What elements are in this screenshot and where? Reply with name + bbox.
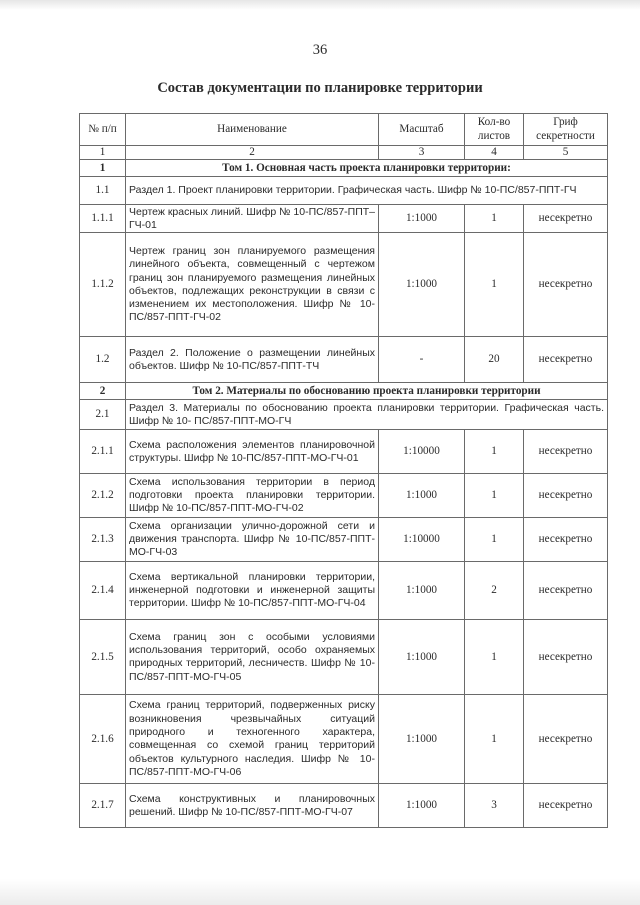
row-scale: 1:1000	[379, 233, 465, 337]
row-name: Схема границ зон с особыми условиями использования территорий, особо охраняемых природных территорий, лесничеств. Шифр № 10-ПС/857-ППТ-МО-ГЧ-05	[126, 620, 379, 695]
row-secrecy: несекретно	[524, 620, 608, 695]
row-name: Схема конструктивных и планировочных решений. Шифр № 10-ПС/857-ППТ-МО-ГЧ-07	[126, 784, 379, 828]
header-name: Наименование	[126, 114, 379, 146]
documentation-table	[79, 113, 608, 828]
row-num: 1.2	[80, 337, 126, 383]
column-number: 5	[524, 146, 608, 160]
row-num: 2.1.6	[80, 695, 126, 784]
row-name: Схема границ территорий, подверженных риску возникновения чрезвычайных ситуаций природного и техногенного характера, совмещенная со схемой границ территорий объектов культурного наследия. Шифр № 10-ПС/857-ППТ-МО-ГЧ-06	[126, 695, 379, 784]
table-row	[80, 233, 608, 337]
row-num: 2.1.7	[80, 784, 126, 828]
row-sheets: 1	[465, 620, 524, 695]
row-scale: -	[379, 337, 465, 383]
table-row	[80, 620, 608, 695]
row-scale: 1:1000	[379, 695, 465, 784]
table-row	[80, 474, 608, 518]
row-num: 2.1.1	[80, 430, 126, 474]
table-row	[80, 430, 608, 474]
row-scale: 1:1000	[379, 474, 465, 518]
row-scale: 1:10000	[379, 518, 465, 562]
row-scale: 1:1000	[379, 620, 465, 695]
row-name: Раздел 2. Положение о размещении линейных объектов. Шифр № 10-ПС/857-ППТ-ТЧ	[126, 337, 379, 383]
row-scale: 1:1000	[379, 784, 465, 828]
section-title: Том 1. Основная часть проекта планировки территории:	[126, 160, 608, 177]
table-row	[80, 518, 608, 562]
row-secrecy: несекретно	[524, 430, 608, 474]
row-scale: 1:10000	[379, 430, 465, 474]
table-row	[80, 205, 608, 233]
row-name: Чертеж границ зон планируемого размещения линейного объекта, совмещенный с чертежом границ зон планируемого размещения линейных объектов, подлежащих реконструкции в связи с изменением их местоположения. Шифр № 10-ПС/857-ППТ-ГЧ-02	[126, 233, 379, 337]
header-scale: Масштаб	[379, 114, 465, 146]
row-sheets: 2	[465, 562, 524, 620]
row-sheets: 1	[465, 518, 524, 562]
row-secrecy: несекретно	[524, 233, 608, 337]
scan-top-edge	[0, 0, 640, 10]
row-num: 1.1.1	[80, 205, 126, 233]
row-sheets: 1	[465, 430, 524, 474]
row-num: 2.1.2	[80, 474, 126, 518]
row-name: Чертеж красных линий. Шифр № 10-ПС/857-ППТ–ГЧ-01	[126, 205, 379, 233]
row-sheets: 1	[465, 695, 524, 784]
table-row	[80, 400, 608, 430]
row-num: 2.1	[80, 400, 126, 430]
row-sheets: 1	[465, 474, 524, 518]
table-row	[80, 337, 608, 383]
section-row	[80, 160, 608, 177]
table-row	[80, 177, 608, 205]
section-num: 1	[80, 160, 126, 177]
row-num: 2.1.4	[80, 562, 126, 620]
row-name: Схема вертикальной планировки территории, инженерной подготовки и инженерной защиты территории. Шифр № 10-ПС/857-ППТ-МО-ГЧ-04	[126, 562, 379, 620]
column-number: 2	[126, 146, 379, 160]
document-title: Состав документации по планировке территории	[157, 80, 483, 96]
row-num: 2.1.3	[80, 518, 126, 562]
section-num: 2	[80, 383, 126, 400]
column-number: 3	[379, 146, 465, 160]
row-num: 1.1	[80, 177, 126, 205]
row-sheets: 1	[465, 233, 524, 337]
header-num: № п/п	[80, 114, 126, 146]
header-row	[80, 114, 608, 146]
row-scale: 1:1000	[379, 205, 465, 233]
row-sheets: 3	[465, 784, 524, 828]
row-secrecy: несекретно	[524, 695, 608, 784]
page-number: 36	[312, 42, 328, 58]
row-num: 1.1.2	[80, 233, 126, 337]
row-name: Раздел 1. Проект планировки территории. Графическая часть. Шифр № 10-ПС/857-ППТ-ГЧ	[126, 177, 608, 205]
row-name: Раздел 3. Материалы по обоснованию проекта планировки территории. Графическая часть. Шифр № 10- ПС/857-ППТ-МО-ГЧ	[126, 400, 608, 430]
column-number: 1	[80, 146, 126, 160]
row-secrecy: несекретно	[524, 562, 608, 620]
header-sheets: Кол-во листов	[465, 114, 524, 146]
row-secrecy: несекретно	[524, 518, 608, 562]
table-row	[80, 695, 608, 784]
table-row	[80, 784, 608, 828]
table-row	[80, 562, 608, 620]
row-secrecy: несекретно	[524, 784, 608, 828]
row-secrecy: несекретно	[524, 337, 608, 383]
scan-bottom-edge	[0, 879, 640, 905]
row-num: 2.1.5	[80, 620, 126, 695]
header-secrecy: Гриф секретности	[524, 114, 608, 146]
row-secrecy: несекретно	[524, 205, 608, 233]
row-sheets: 20	[465, 337, 524, 383]
row-scale: 1:1000	[379, 562, 465, 620]
column-number: 4	[465, 146, 524, 160]
section-title: Том 2. Материалы по обоснованию проекта планировки территории	[126, 383, 608, 400]
section-row	[80, 383, 608, 400]
row-sheets: 1	[465, 205, 524, 233]
row-secrecy: несекретно	[524, 474, 608, 518]
row-name: Схема расположения элементов планировочной структуры. Шифр № 10-ПС/857-ППТ-МО-ГЧ-01	[126, 430, 379, 474]
row-name: Схема организации улично-дорожной сети и движения транспорта. Шифр № 10-ПС/857-ППТ-МО-ГЧ-03	[126, 518, 379, 562]
row-name: Схема использования территории в период подготовки проекта планировки территории. Шифр № 10-ПС/857-ППТ-МО-ГЧ-02	[126, 474, 379, 518]
column-number-row	[80, 146, 608, 160]
